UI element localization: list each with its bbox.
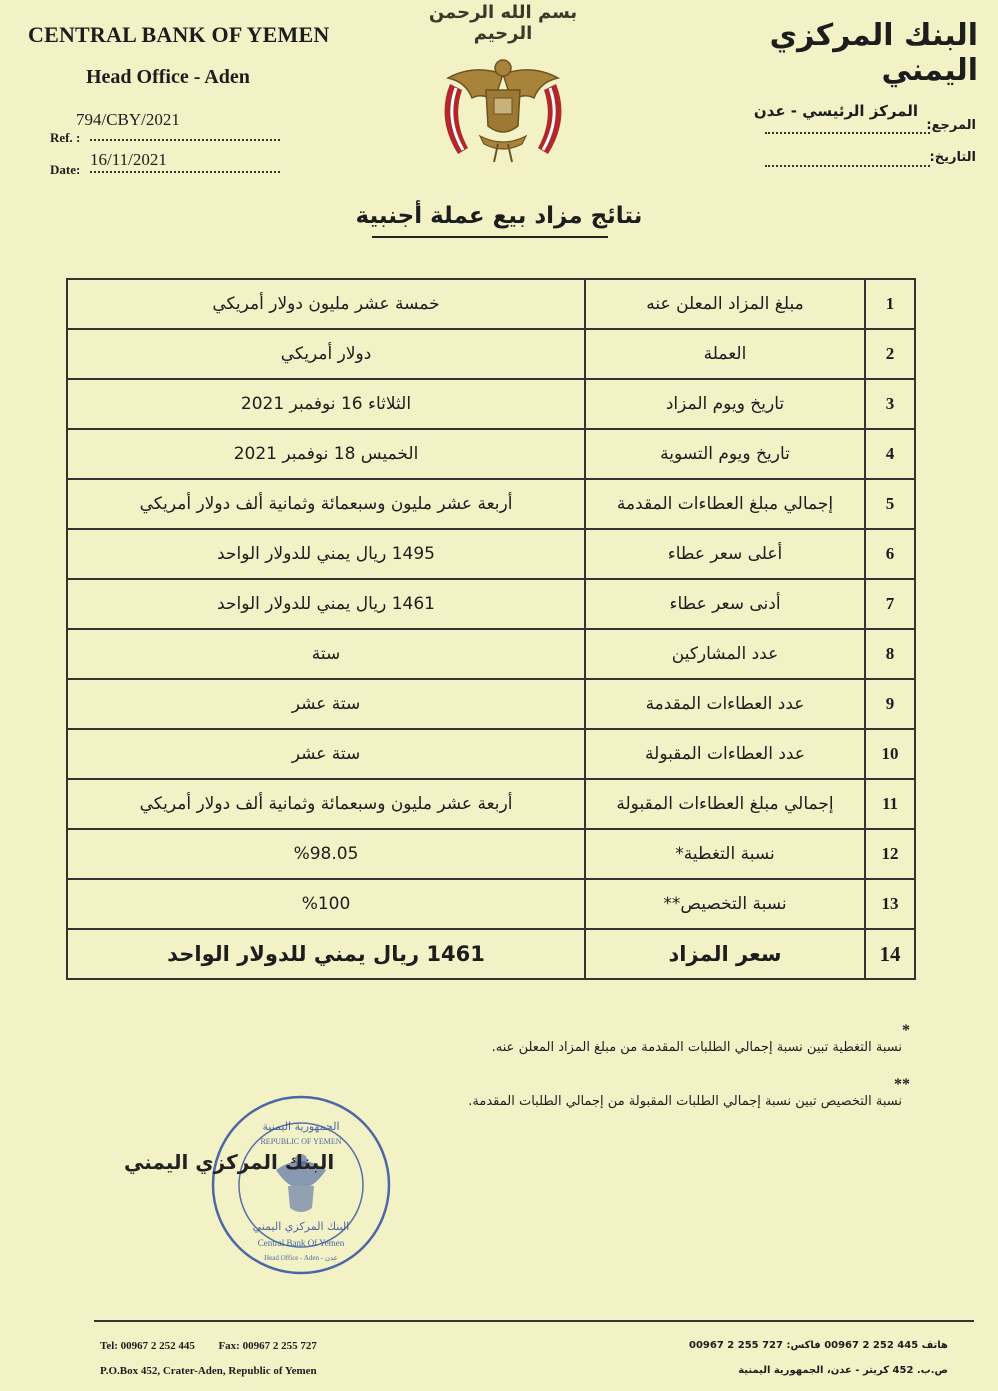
office-name-ar: المركز الرئيسي - عدن bbox=[753, 102, 918, 120]
row-number: 8 bbox=[865, 629, 915, 679]
row-value: أربعة عشر مليون وسبعمائة وثمانية ألف دولار أمريكي bbox=[67, 479, 585, 529]
bank-name-en: CENTRAL BANK OF YEMEN bbox=[28, 22, 330, 47]
table-row bbox=[67, 329, 915, 379]
row-value: 1495 ريال يمني للدولار الواحد bbox=[67, 529, 585, 579]
row-value: الثلاثاء 16 نوفمبر 2021 bbox=[67, 379, 585, 429]
signature-bank-name: البنك المركزي اليمني bbox=[124, 1150, 335, 1174]
date-dotted-line bbox=[90, 171, 280, 173]
office-name-en: Head Office - Aden bbox=[86, 66, 250, 88]
header-english bbox=[28, 22, 358, 177]
row-label: أعلى سعر عطاء bbox=[585, 529, 865, 579]
svg-text:Central Bank Of Yemen: Central Bank Of Yemen bbox=[257, 1238, 345, 1248]
row-label: سعر المزاد bbox=[585, 929, 865, 979]
row-value: %100 bbox=[67, 879, 585, 929]
row-value: خمسة عشر مليون دولار أمريكي bbox=[67, 279, 585, 329]
table-row bbox=[67, 529, 915, 579]
footnote-coverage: نسبة التغطية تبين نسبة إجمالي الطلبات المقدمة من مبلغ المزاد المعلن عنه. bbox=[491, 1040, 902, 1055]
row-number: 4 bbox=[865, 429, 915, 479]
svg-text:البنك المركزي اليمني: البنك المركزي اليمني bbox=[252, 1220, 350, 1233]
row-label: نسبة التخصيص** bbox=[585, 879, 865, 929]
svg-text:REPUBLIC OF YEMEN: REPUBLIC OF YEMEN bbox=[260, 1137, 342, 1146]
table-row bbox=[67, 879, 915, 929]
footer-phone-fax-ar: هاتف 445 252 2 00967 فاكس: 727 255 2 00967 bbox=[689, 1340, 948, 1351]
document-title: نتائج مزاد بيع عملة أجنبية bbox=[355, 203, 643, 229]
row-label: عدد المشاركين bbox=[585, 629, 865, 679]
table-row bbox=[67, 579, 915, 629]
footnote-2-mark: ** bbox=[894, 1076, 910, 1093]
official-seal-stamp bbox=[206, 1090, 396, 1280]
bank-name-ar: البنك المركزي اليمني bbox=[769, 18, 978, 88]
table-row bbox=[67, 379, 915, 429]
row-number: 14 bbox=[865, 929, 915, 979]
row-number: 13 bbox=[865, 879, 915, 929]
row-number: 12 bbox=[865, 829, 915, 879]
table-row bbox=[67, 479, 915, 529]
row-number: 3 bbox=[865, 379, 915, 429]
footer-rule bbox=[94, 1320, 974, 1322]
table-row bbox=[67, 279, 915, 329]
row-value: أربعة عشر مليون وسبعمائة وثمانية ألف دولار أمريكي bbox=[67, 779, 585, 829]
footer-phone-fax-en bbox=[100, 1340, 317, 1352]
footer-address-ar: ص.ب. 452 كريتر - عدن، الجمهورية اليمنية bbox=[738, 1365, 948, 1376]
title-underline bbox=[372, 236, 608, 238]
reference-label-ar: المرجع: bbox=[926, 118, 976, 133]
auction-results-body bbox=[67, 279, 915, 979]
row-label: عدد العطاءات المقبولة bbox=[585, 729, 865, 779]
row-number: 10 bbox=[865, 729, 915, 779]
reference-dotted-line bbox=[90, 139, 280, 141]
row-value: ستة bbox=[67, 629, 585, 679]
date-label-ar: التاريخ: bbox=[929, 150, 976, 165]
national-emblem bbox=[428, 2, 578, 152]
row-number: 2 bbox=[865, 329, 915, 379]
date-label: Date: bbox=[50, 162, 81, 177]
table-row bbox=[67, 629, 915, 679]
row-value: الخميس 18 نوفمبر 2021 bbox=[67, 429, 585, 479]
reference-number: 794/CBY/2021 bbox=[76, 110, 180, 129]
row-number: 7 bbox=[865, 579, 915, 629]
reference-dotted-line-ar bbox=[765, 132, 930, 134]
row-label: عدد العطاءات المقدمة bbox=[585, 679, 865, 729]
row-label: أدنى سعر عطاء bbox=[585, 579, 865, 629]
row-number: 1 bbox=[865, 279, 915, 329]
row-value: %98.05 bbox=[67, 829, 585, 879]
row-number: 9 bbox=[865, 679, 915, 729]
footer-tel-en: Tel: 00967 2 252 445 bbox=[100, 1340, 195, 1352]
row-label: إجمالي مبلغ العطاءات المقبولة bbox=[585, 779, 865, 829]
row-value: ستة عشر bbox=[67, 729, 585, 779]
row-number: 11 bbox=[865, 779, 915, 829]
row-label: تاريخ ويوم المزاد bbox=[585, 379, 865, 429]
footer-address-en: P.O.Box 452, Crater-Aden, Republic of Yemen bbox=[100, 1365, 317, 1377]
footer-fax-en: Fax: 00967 2 255 727 bbox=[218, 1340, 317, 1352]
row-value: 1461 ريال يمني للدولار الواحد bbox=[67, 929, 585, 979]
footnote-allocation: نسبة التخصيص تبين نسبة إجمالي الطلبات المقبولة من إجمالي الطلبات المقدمة. bbox=[468, 1094, 902, 1109]
row-label: العملة bbox=[585, 329, 865, 379]
table-row bbox=[67, 779, 915, 829]
footnote-1-mark: * bbox=[902, 1022, 910, 1039]
row-label: نسبة التغطية* bbox=[585, 829, 865, 879]
auction-results-table bbox=[66, 278, 916, 980]
table-row bbox=[67, 729, 915, 779]
row-label: إجمالي مبلغ العطاءات المقدمة bbox=[585, 479, 865, 529]
row-number: 5 bbox=[865, 479, 915, 529]
eagle-emblem-icon bbox=[428, 44, 578, 169]
svg-text:Head Office - Aden - عدن: Head Office - Aden - عدن bbox=[264, 1254, 338, 1262]
table-row bbox=[67, 929, 915, 979]
row-label: تاريخ ويوم التسوية bbox=[585, 429, 865, 479]
row-value: ستة عشر bbox=[67, 679, 585, 729]
svg-text:الجمهورية اليمنية: الجمهورية اليمنية bbox=[262, 1120, 340, 1133]
table-row bbox=[67, 429, 915, 479]
basmala-text: بسم الله الرحمن الرحيم bbox=[428, 2, 578, 44]
row-label: مبلغ المزاد المعلن عنه bbox=[585, 279, 865, 329]
reference-label: Ref. : bbox=[50, 130, 81, 145]
table-row bbox=[67, 829, 915, 879]
row-number: 6 bbox=[865, 529, 915, 579]
row-value: دولار أمريكي bbox=[67, 329, 585, 379]
date-dotted-line-ar bbox=[765, 165, 930, 167]
header-arabic bbox=[678, 18, 978, 120]
table-row bbox=[67, 679, 915, 729]
date-value: 16/11/2021 bbox=[90, 150, 167, 169]
row-value: 1461 ريال يمني للدولار الواحد bbox=[67, 579, 585, 629]
